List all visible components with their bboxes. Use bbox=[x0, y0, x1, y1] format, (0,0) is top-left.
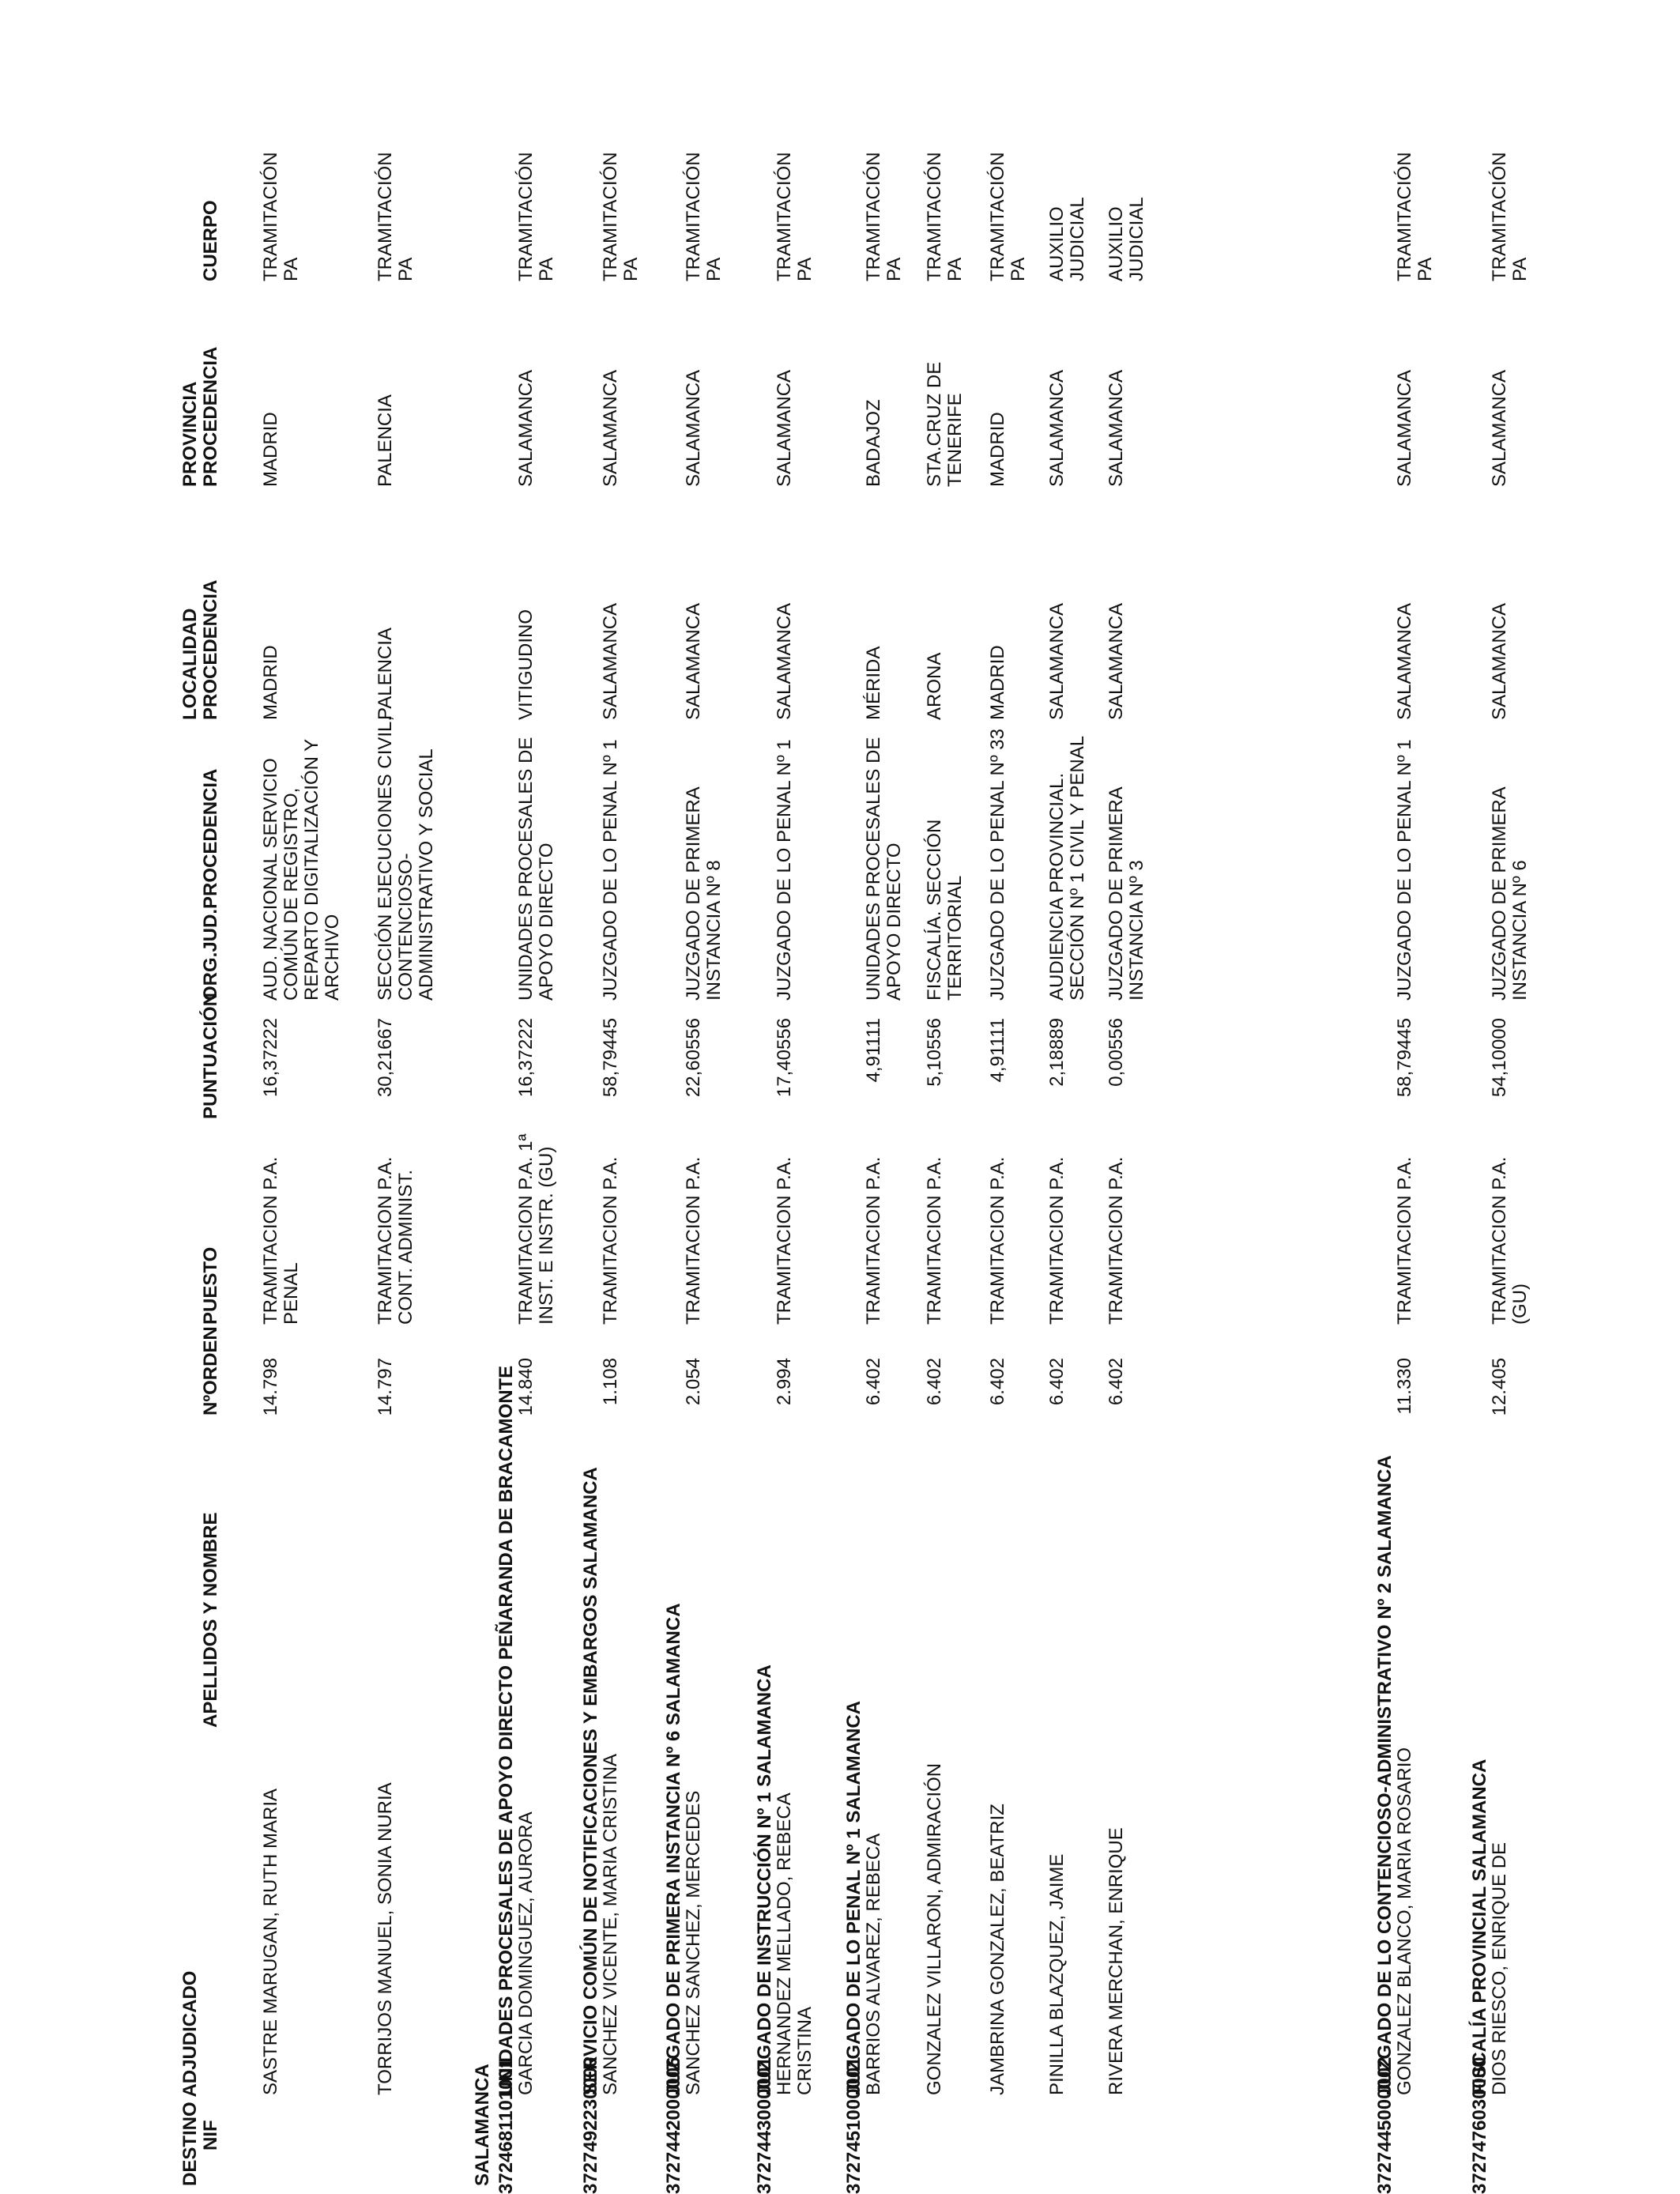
row-nombre: SASTRE MARUGAN, RUTH MARIA bbox=[260, 1788, 281, 2095]
group-code: 3727492230000 bbox=[580, 2056, 601, 2194]
row-localidad: ARONA bbox=[924, 652, 945, 720]
row-cuerpo: TRAMITACIÓN bbox=[515, 152, 537, 281]
col-header-apellidos: APELLIDOS Y NOMBRE bbox=[200, 1512, 221, 1728]
row-cuerpo: PA bbox=[536, 257, 557, 281]
row-cuerpo: PA bbox=[703, 257, 725, 281]
row-norden: 14.797 bbox=[375, 1358, 396, 1416]
row-localidad: MÉRIDA bbox=[863, 646, 884, 720]
row-puntuacion: 16,37222 bbox=[515, 1018, 537, 1098]
row-norden: 1.108 bbox=[600, 1358, 621, 1406]
row-cuerpo: TRAMITACIÓN bbox=[1394, 152, 1415, 281]
row-localidad: SALAMANCA bbox=[600, 602, 621, 720]
row-norden: 6.402 bbox=[1106, 1358, 1127, 1406]
row-org-procedencia: TERRITORIAL bbox=[944, 875, 966, 1001]
row-puntuacion: 22,60556 bbox=[683, 1018, 704, 1098]
row-org-procedencia: AUD. NACIONAL SERVICIO bbox=[260, 758, 281, 1001]
row-puesto: TRAMITACION P.A. bbox=[1489, 1156, 1510, 1325]
row-org-procedencia: JUZGADO DE LO PENAL Nº 1 bbox=[774, 739, 795, 1001]
row-org-procedencia: SECCIÓN EJECUCIONES CIVIL, bbox=[375, 715, 396, 1001]
row-org-procedencia: FISCALÍA. SECCIÓN bbox=[924, 819, 945, 1001]
row-norden: 11.330 bbox=[1394, 1358, 1415, 1415]
row-puesto: PENAL bbox=[281, 1262, 302, 1325]
row-puntuacion: 58,79445 bbox=[1394, 1018, 1415, 1098]
row-nombre: DIOS RIESCO, ENRIQUE DE bbox=[1489, 1842, 1510, 2095]
row-cuerpo: JUDICIAL bbox=[1126, 197, 1147, 281]
row-cuerpo: AUXILIO bbox=[1106, 206, 1127, 281]
row-norden: 6.402 bbox=[924, 1358, 945, 1406]
row-cuerpo: JUDICIAL bbox=[1067, 197, 1088, 281]
group-title: JUZGADO DE PRIMERA INSTANCIA Nº 6 SALAMANCA bbox=[663, 1603, 684, 2095]
row-org-procedencia: INSTANCIA Nº 3 bbox=[1126, 860, 1147, 1001]
row-nombre: TORRIJOS MANUEL, SONIA NURIA bbox=[375, 1782, 396, 2095]
row-puesto: TRAMITACION P.A. bbox=[1394, 1156, 1415, 1325]
province-heading: SALAMANCA bbox=[472, 2064, 493, 2186]
col-header-norden: NºORDEN bbox=[200, 1326, 221, 1416]
row-puesto: TRAMITACION P.A. bbox=[1106, 1156, 1127, 1325]
destino-header: DESTINO ADJUDICADO bbox=[179, 1970, 201, 2186]
rotated-table bbox=[174, 139, 1675, 2194]
row-org-procedencia: ARCHIVO bbox=[322, 914, 343, 1001]
row-cuerpo: TRAMITACIÓN bbox=[863, 152, 884, 281]
row-puesto: TRAMITACION P.A. bbox=[774, 1156, 795, 1325]
row-org-procedencia: COMÚN DE REGISTRO, bbox=[281, 787, 302, 1001]
col-header-provincia-2: PROCEDENCIA bbox=[200, 346, 221, 487]
group-title: SERVICIO COMÚN DE NOTIFICACIONES Y EMBARGOS SALAMANCA bbox=[580, 1467, 601, 2095]
row-cuerpo: TRAMITACIÓN bbox=[375, 152, 396, 281]
row-provincia: SALAMANCA bbox=[1394, 369, 1415, 487]
row-cuerpo: PA bbox=[620, 257, 642, 281]
row-provincia: PALENCIA bbox=[375, 394, 396, 487]
row-cuerpo: PA bbox=[1008, 257, 1029, 281]
row-org-procedencia: INSTANCIA Nº 8 bbox=[703, 860, 725, 1001]
row-nombre: GARCIA DOMINGUEZ, AURORA bbox=[515, 1811, 537, 2095]
row-puesto: CONT. ADMINIST. bbox=[395, 1169, 416, 1325]
row-provincia: MADRID bbox=[987, 412, 1008, 487]
row-localidad: SALAMANCA bbox=[774, 602, 795, 720]
group-code: 3727476030000 bbox=[1469, 2056, 1490, 2194]
row-norden: 2.994 bbox=[774, 1358, 795, 1406]
row-puntuacion: 17,40556 bbox=[774, 1018, 795, 1098]
col-header-cuerpo: CUERPO bbox=[200, 200, 221, 281]
row-provincia: SALAMANCA bbox=[683, 369, 704, 487]
row-puntuacion: 4,91111 bbox=[863, 1018, 884, 1083]
row-nombre: CRISTINA bbox=[794, 2006, 816, 2095]
row-org-procedencia: APOYO DIRECTO bbox=[883, 843, 905, 1001]
col-header-org: ORG.JUD.PROCEDENCIA bbox=[200, 768, 221, 1001]
row-cuerpo: TRAMITACIÓN bbox=[260, 152, 281, 281]
group-title: UNIDADES PROCESALES DE APOYO DIRECTO PEÑARANDA DE BRACAMONTE bbox=[495, 1365, 517, 2095]
row-cuerpo: PA bbox=[794, 257, 816, 281]
row-nombre: SANCHEZ SANCHEZ, MERCEDES bbox=[683, 1790, 704, 2095]
row-nombre: JAMBRINA GONZALEZ, BEATRIZ bbox=[987, 1804, 1008, 2095]
row-localidad: VITIGUDINO bbox=[515, 609, 537, 720]
row-puntuacion: 4,91111 bbox=[987, 1018, 1008, 1083]
row-localidad: SALAMANCA bbox=[1046, 602, 1068, 720]
row-cuerpo: PA bbox=[1509, 257, 1531, 281]
row-puntuacion: 54,10000 bbox=[1489, 1018, 1510, 1098]
row-localidad: SALAMANCA bbox=[1106, 602, 1127, 720]
row-localidad: MADRID bbox=[260, 645, 281, 720]
row-nombre: SANCHEZ VICENTE, MARIA CRISTINA bbox=[600, 1753, 621, 2095]
row-localidad: SALAMANCA bbox=[1394, 602, 1415, 720]
row-norden: 14.798 bbox=[260, 1358, 281, 1416]
row-org-procedencia: JUZGADO DE LO PENAL Nº 33 bbox=[987, 729, 1008, 1001]
group-code: 3727442000006 bbox=[663, 2056, 684, 2194]
row-org-procedencia: JUZGADO DE PRIMERA bbox=[683, 786, 704, 1001]
group-code: 3727443000001 bbox=[754, 2056, 775, 2194]
row-provincia: SALAMANCA bbox=[1046, 369, 1068, 487]
row-nombre: GONZALEZ BLANCO, MARIA ROSARIO bbox=[1394, 1747, 1415, 2095]
row-cuerpo: TRAMITACIÓN bbox=[987, 152, 1008, 281]
row-cuerpo: TRAMITACIÓN bbox=[683, 152, 704, 281]
row-cuerpo: PA bbox=[281, 257, 302, 281]
row-provincia: MADRID bbox=[260, 412, 281, 487]
row-localidad: PALENCIA bbox=[375, 628, 396, 720]
group-title: JUZGADO DE LO CONTENCIOSO-ADMINISTRATIVO Nº 2 SALAMANCA bbox=[1374, 1455, 1396, 2095]
row-org-procedencia: REPARTO DIGITALIZACIÓN Y bbox=[301, 738, 322, 1001]
row-puesto: TRAMITACION P.A. bbox=[683, 1156, 704, 1325]
row-org-procedencia: CONTENCIOSO- bbox=[395, 853, 416, 1001]
group-code: 3727445000002 bbox=[1374, 2056, 1396, 2194]
row-nombre: HERNANDEZ MELLADO, REBECA bbox=[774, 1793, 795, 2095]
row-nombre: BARRIOS ALVAREZ, REBECA bbox=[863, 1833, 884, 2095]
row-org-procedencia: JUZGADO DE PRIMERA bbox=[1106, 786, 1127, 1001]
row-puesto: TRAMITACION P.A. bbox=[924, 1156, 945, 1325]
row-norden: 2.054 bbox=[683, 1358, 704, 1406]
row-cuerpo: PA bbox=[1414, 257, 1436, 281]
row-norden: 6.402 bbox=[987, 1358, 1008, 1406]
group-code: 3724681101001 bbox=[495, 2057, 517, 2194]
row-cuerpo: TRAMITACIÓN bbox=[774, 152, 795, 281]
row-nombre: RIVERA MERCHAN, ENRIQUE bbox=[1106, 1827, 1127, 2095]
row-cuerpo: PA bbox=[944, 257, 966, 281]
col-header-puesto: PUESTO bbox=[200, 1246, 221, 1325]
row-org-procedencia: ADMINISTRATIVO Y SOCIAL bbox=[416, 748, 437, 1001]
row-norden: 14.840 bbox=[515, 1358, 537, 1416]
row-localidad: SALAMANCA bbox=[683, 602, 704, 720]
row-cuerpo: PA bbox=[883, 257, 905, 281]
row-puesto: TRAMITACION P.A. bbox=[600, 1156, 621, 1325]
row-provincia: SALAMANCA bbox=[600, 369, 621, 487]
row-norden: 6.402 bbox=[863, 1358, 884, 1406]
row-puntuacion: 58,79445 bbox=[600, 1018, 621, 1098]
col-header-localidad-1: LOCALIDAD bbox=[179, 608, 201, 720]
row-puesto: TRAMITACION P.A. bbox=[1046, 1156, 1068, 1325]
row-cuerpo: PA bbox=[395, 257, 416, 281]
row-provincia: SALAMANCA bbox=[1489, 369, 1510, 487]
row-org-procedencia: JUZGADO DE PRIMERA bbox=[1489, 786, 1510, 1001]
col-header-provincia-1: PROVINCIA bbox=[179, 381, 201, 487]
row-org-procedencia: APOYO DIRECTO bbox=[536, 843, 557, 1001]
row-provincia: BADAJOZ bbox=[863, 399, 884, 487]
row-org-procedencia: INSTANCIA Nº 6 bbox=[1509, 860, 1531, 1001]
row-localidad: MADRID bbox=[987, 645, 1008, 720]
row-nombre: GONZALEZ VILLARON, ADMIRACIÓN bbox=[924, 1762, 945, 2095]
row-provincia: SALAMANCA bbox=[774, 369, 795, 487]
row-cuerpo: TRAMITACIÓN bbox=[1489, 152, 1510, 281]
row-org-procedencia: UNIDADES PROCESALES DE bbox=[515, 737, 537, 1001]
row-org-procedencia: JUZGADO DE LO PENAL Nº 1 bbox=[1394, 739, 1415, 1001]
group-title: FISCALÍA PROVINCIAL SALAMANCA bbox=[1469, 1759, 1490, 2095]
row-puntuacion: 2,18889 bbox=[1046, 1018, 1068, 1087]
row-provincia: TENERIFE bbox=[944, 393, 966, 487]
row-puesto: TRAMITACION P.A. 1ª bbox=[515, 1133, 537, 1325]
row-puesto: TRAMITACION P.A. bbox=[375, 1156, 396, 1325]
row-puntuacion: 16,37222 bbox=[260, 1018, 281, 1098]
row-puntuacion: 5,10556 bbox=[924, 1018, 945, 1087]
row-cuerpo: TRAMITACIÓN bbox=[600, 152, 621, 281]
row-puesto: TRAMITACION P.A. bbox=[987, 1156, 1008, 1325]
row-puesto: TRAMITACION P.A. bbox=[863, 1156, 884, 1325]
row-provincia: STA.CRUZ DE bbox=[924, 361, 945, 487]
row-provincia: SALAMANCA bbox=[1106, 369, 1127, 487]
col-header-puntuacion: PUNTUACIÓN bbox=[200, 993, 221, 1119]
col-header-nif: NIF bbox=[200, 2120, 221, 2151]
row-puntuacion: 0,00556 bbox=[1106, 1018, 1127, 1087]
row-cuerpo: AUXILIO bbox=[1046, 206, 1068, 281]
row-org-procedencia: UNIDADES PROCESALES DE bbox=[863, 737, 884, 1001]
group-code: 3727451000001 bbox=[843, 2056, 864, 2194]
row-puesto: INST. E INSTR. (GU) bbox=[536, 1146, 557, 1325]
row-puntuacion: 30,21667 bbox=[375, 1018, 396, 1098]
row-norden: 6.402 bbox=[1046, 1358, 1068, 1406]
row-norden: 12.405 bbox=[1489, 1358, 1510, 1416]
col-header-localidad-2: PROCEDENCIA bbox=[200, 579, 221, 720]
row-org-procedencia: SECCIÓN Nº 1 CIVIL Y PENAL bbox=[1067, 735, 1088, 1001]
row-puesto: (GU) bbox=[1509, 1284, 1531, 1325]
group-title: JUZGADO DE LO PENAL Nº 1 SALAMANCA bbox=[843, 1700, 864, 2095]
row-org-procedencia: JUZGADO DE LO PENAL Nº 1 bbox=[600, 739, 621, 1001]
row-puesto: TRAMITACION P.A. bbox=[260, 1156, 281, 1325]
row-provincia: SALAMANCA bbox=[515, 369, 537, 487]
row-org-procedencia: AUDIENCIA PROVINCIAL. bbox=[1046, 772, 1068, 1001]
group-title: JUZGADO DE INSTRUCCIÓN Nº 1 SALAMANCA bbox=[754, 1664, 775, 2095]
row-localidad: SALAMANCA bbox=[1489, 602, 1510, 720]
row-nombre: PINILLA BLAZQUEZ, JAIME bbox=[1046, 1853, 1068, 2095]
row-cuerpo: TRAMITACIÓN bbox=[924, 152, 945, 281]
